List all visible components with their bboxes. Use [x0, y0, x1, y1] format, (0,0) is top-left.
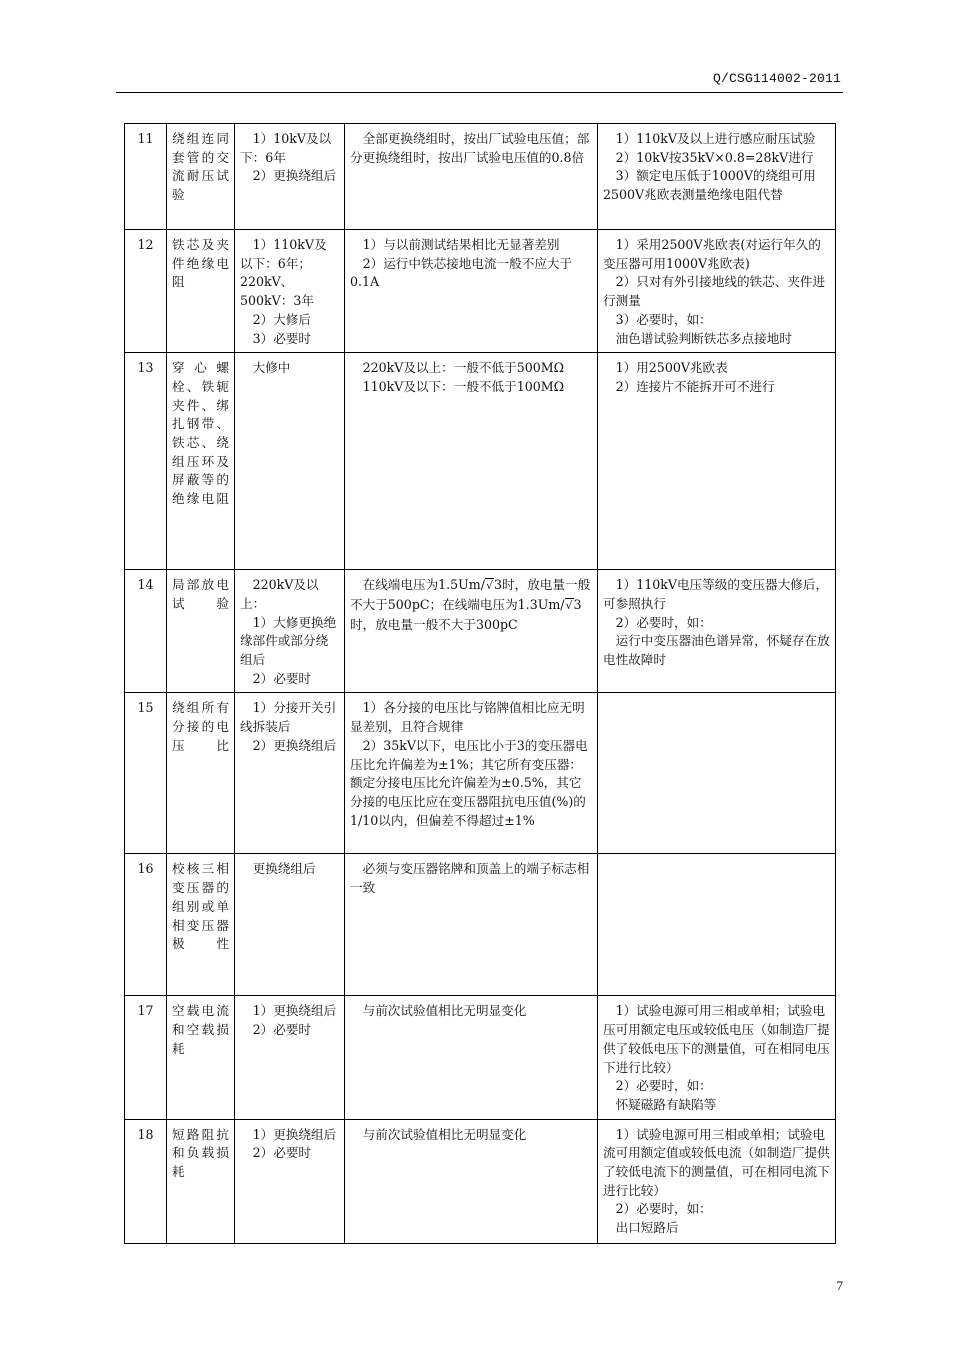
- table-row: [125, 570, 836, 693]
- test-period: 1）10kV及以下：6年 2）更换绕组后: [235, 124, 345, 230]
- test-requirement: 与前次试验值相比无明显变化: [345, 1119, 598, 1243]
- sqrt-symbol: √: [485, 579, 493, 593]
- test-period: 更换绕组后: [235, 854, 345, 996]
- row-number: 15: [125, 693, 167, 854]
- test-remarks: [598, 854, 836, 996]
- test-requirement: 1）各分接的电压比与铭牌值相比应无明显差别，且符合规律 2）35kV以下，电压比小于3的变压器电压比允许偏差为±1%；其它所有变压器：额定分接电压比允许偏差为±0.5%，其它分接的电压比应在变压器阻抗电压值(%)的1/10以内，但偏差不得超过±1%: [345, 693, 598, 854]
- test-requirement: 1）与以前测试结果相比无显著差别 2）运行中铁芯接地电流一般不应大于0.1A: [345, 230, 598, 353]
- test-remarks: 1）试验电源可用三相或单相；试验电压可用额定电压或较低电压（如制造厂提供了较低电压下的测量值，可在相同电压下进行比较） 2）必要时，如： 怀疑磁路有缺陷等: [598, 996, 836, 1119]
- row-number: 17: [125, 996, 167, 1119]
- test-item-name: 短路阻抗和负载损耗: [167, 1119, 235, 1243]
- table-row: [125, 693, 836, 854]
- row-number: 12: [125, 230, 167, 353]
- test-item-name: 绕组所有分接的电压比: [167, 693, 235, 854]
- table-row: [125, 230, 836, 353]
- test-remarks: 1）110kV及以上进行感应耐压试验 2）10kV按35kV×0.8=28kV进行 3）额定电压低于1000V的绕组可用2500V兆欧表测量绝缘电阻代替: [598, 124, 836, 230]
- test-remarks: 1）用2500V兆欧表 2）连接片不能拆开可不进行: [598, 353, 836, 570]
- test-period: 1）分接开关引线拆装后 2）更换绕组后: [235, 693, 345, 854]
- row-number: 18: [125, 1119, 167, 1243]
- test-requirement: 必须与变压器铭牌和顶盖上的端子标志相一致: [345, 854, 598, 996]
- test-period: 大修中: [235, 353, 345, 570]
- table-row: [125, 124, 836, 230]
- test-item-name: 空载电流和空载损耗: [167, 996, 235, 1119]
- table-row: [125, 1119, 836, 1243]
- row-number: 16: [125, 854, 167, 996]
- test-period: 1）110kV及以下：6年； 220kV、500kV：3年 2）大修后 3）必要时: [235, 230, 345, 353]
- test-items-table: [124, 123, 836, 1244]
- test-period: 1）更换绕组后 2）必要时: [235, 996, 345, 1119]
- test-period: 1）更换绕组后 2）必要时: [235, 1119, 345, 1243]
- document-code: Q/CSG114002-2011: [712, 71, 841, 86]
- test-item-name: 铁芯及夹件绝缘电阻: [167, 230, 235, 353]
- test-requirement: 220kV及以上：一般不低于500MΩ 110kV及以下：一般不低于100MΩ: [345, 353, 598, 570]
- table-row: [125, 996, 836, 1119]
- test-remarks: [598, 693, 836, 854]
- test-item-name: 穿心螺栓、铁轭夹件、绑扎钢带、铁芯、绕组压环及屏蔽等的绝缘电阻: [167, 353, 235, 570]
- page-number: 7: [836, 1278, 843, 1293]
- table-row: [125, 353, 836, 570]
- test-remarks: 1）试验电源可用三相或单相；试验电流可用额定值或较低电流（如制造厂提供了较低电流下的测量值，可在相同电流下进行比较） 2）必要时，如： 出口短路后: [598, 1119, 836, 1243]
- test-item-name: 局部放电试验: [167, 570, 235, 693]
- sqrt-symbol: √: [565, 598, 573, 612]
- test-remarks: 1）采用2500V兆欧表(对运行年久的变压器可用1000V兆欧表) 2）只对有外引接地线的铁芯、夹件进行测量 3）必要时，如： 油色谱试验判断铁芯多点接地时: [598, 230, 836, 353]
- test-period: 220kV及以上： 1）大修更换绝缘部件或部分绕组后 2）必要时: [235, 570, 345, 693]
- test-requirement: 在线端电压为1.5Um/√3时，放电量一般不大于500pC；在线端电压为1.3Um/√3时，放电量一般不大于300pC: [345, 570, 598, 693]
- test-requirement: 全部更换绕组时，按出厂试验电压值；部分更换绕组时，按出厂试验电压值的0.8倍: [345, 124, 598, 230]
- test-item-name: 绕组连同套管的交流耐压试验: [167, 124, 235, 230]
- test-remarks: 1）110kV电压等级的变压器大修后，可参照执行 2）必要时，如： 运行中变压器油色谱异常，怀疑存在放电性故障时: [598, 570, 836, 693]
- row-number: 14: [125, 570, 167, 693]
- test-requirement: 与前次试验值相比无明显变化: [345, 996, 598, 1119]
- row-number: 13: [125, 353, 167, 570]
- table-row: [125, 854, 836, 996]
- test-item-name: 校核三相变压器的组别或单相变压器极性: [167, 854, 235, 996]
- row-number: 11: [125, 124, 167, 230]
- header-rule: [116, 92, 843, 93]
